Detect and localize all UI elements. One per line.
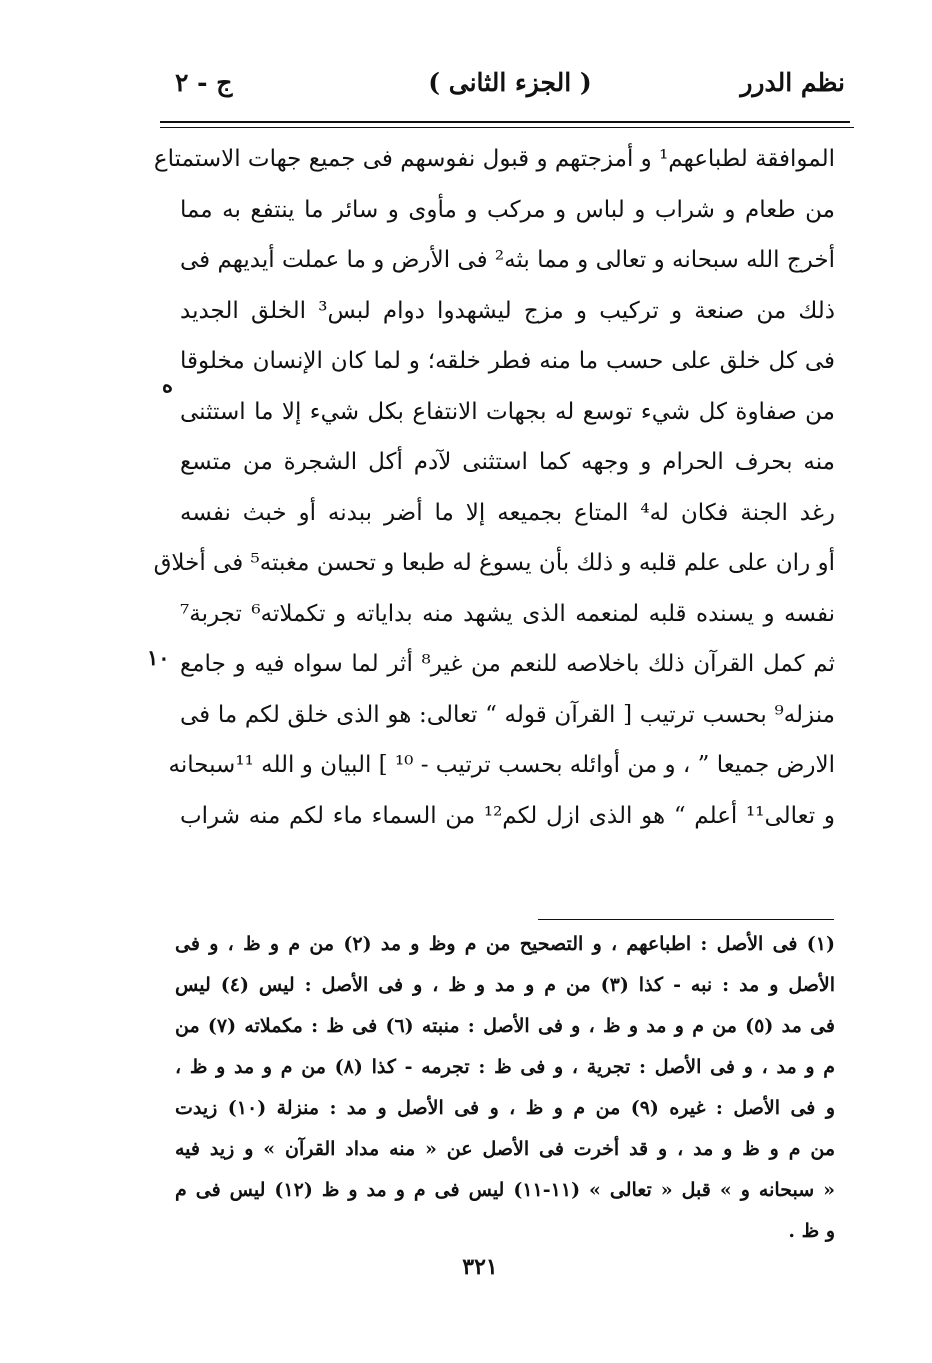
footnotes — [175, 924, 835, 1252]
footnote-line: فى مد (٥) من م و مد و ظ ، و فى الأصل : منبته (٦) فى ظ : مكملاته (٧) من — [175, 1015, 835, 1037]
footnote-line: م و مد ، و فى الأصل : تجرية ، و فى ظ : تجرمه - كذا (٨) من م و مد و ظ ، — [175, 1056, 836, 1078]
text-line: و تعالى¹¹ أعلم “ هو الذى ازل لكم¹² من السماء ماء لكم منه شراب — [180, 802, 835, 829]
text-line: من طعام و شراب و لباس و مركب و مأوى و سائر ما ينتفع به مما — [180, 196, 835, 223]
text-line: فى كل خلق على حسب ما منه فطر خلقه؛ و لما كان الإنسان مخلوقا — [180, 348, 835, 374]
header-rule-thin — [160, 127, 854, 128]
footnote-separator — [538, 919, 834, 920]
margin-line-number-10: ١٠ — [147, 645, 170, 670]
text-line: رغد الجنة فكان له⁴ المتاع بجميعه إلا ما أضر ببدنه أو خبث نفسه — [180, 499, 835, 526]
footnote-line: « سبحانه و » قبل « تعالى » (١١-١١) ليس فى م و مد و ظ (١٢) ليس فى م — [175, 1179, 835, 1201]
footnote-line: و فى الأصل : غيره (٩) من م و ظ ، و فى الأصل و مد : منزلة (١٠) زيدت — [175, 1097, 835, 1119]
running-header — [175, 68, 845, 112]
text-line: الارض جميعا ” ، و من أوائله بحسب ترتيب - ¹⁰ ] البيان و الله ¹¹سبحانه — [168, 752, 835, 778]
margin-line-number-5: ه — [162, 372, 174, 397]
text-line: منزله⁹ بحسب ترتيب [ القرآن قوله “ تعالى: هو الذى خلق لكم ما فى — [180, 701, 835, 728]
footnote-line: (١) فى الأصل : اطباعهم ، و التصحيح من م وظ و مد (٢) من م و ظ ، و فى — [175, 933, 836, 955]
footnote-line: من م و ظ و مد ، و قد أخرت فى الأصل عن « منه مداد القرآن » و زيد فيه — [175, 1138, 835, 1160]
text-line: أو ران على علم قلبه و ذلك بأن يسوغ له طبعا و تحسن مغبته⁵ فى أخلاق — [153, 550, 835, 576]
text-line: نفسه و يسنده قلبه لمنعمه الذى يشهد منه بداياته و تكملاته⁶ تجربة⁷ — [180, 600, 836, 627]
text-line: الموافقة لطباعهم¹ و أمزجتهم و قبول نفوسهم فى جميع جهات الاستمتاع — [153, 146, 835, 172]
part-label: ( الجزء الثانى ) — [428, 68, 592, 97]
footnote-line: الأصل و مد : نبه - كذا (٣) من م و مد و ظ ، و فى الأصل : ليس (٤) ليس — [175, 974, 835, 996]
text-line: منه بحرف الحرام و وجهه كما استثنى لآدم أكل الشجرة من متسع — [180, 449, 835, 475]
page-number: ٣٢١ — [462, 1254, 498, 1280]
text-line: من صفاوة كل شيء توسع له بجهات الانتفاع بكل شيء إلا ما استثنى — [180, 398, 835, 425]
volume-label: ج - ٢ — [175, 68, 233, 97]
text-line: ذلك من صنعة و تركيب و مزج ليشهدوا دوام لبس³ الخلق الجديد — [180, 297, 835, 324]
footnote-line: و ظ . — [788, 1220, 835, 1242]
header-rule-thick — [160, 121, 850, 123]
book-title: نظم الدرر — [740, 68, 845, 97]
text-line: أخرج الله سبحانه و تعالى و مما بثه² فى الأرض و ما عملت أيديهم فى — [180, 247, 835, 273]
text-line: ثم كمل القرآن ذلك باخلاصه للنعم من غير⁸ أثر لما سواه فيه و جامع — [180, 651, 835, 677]
